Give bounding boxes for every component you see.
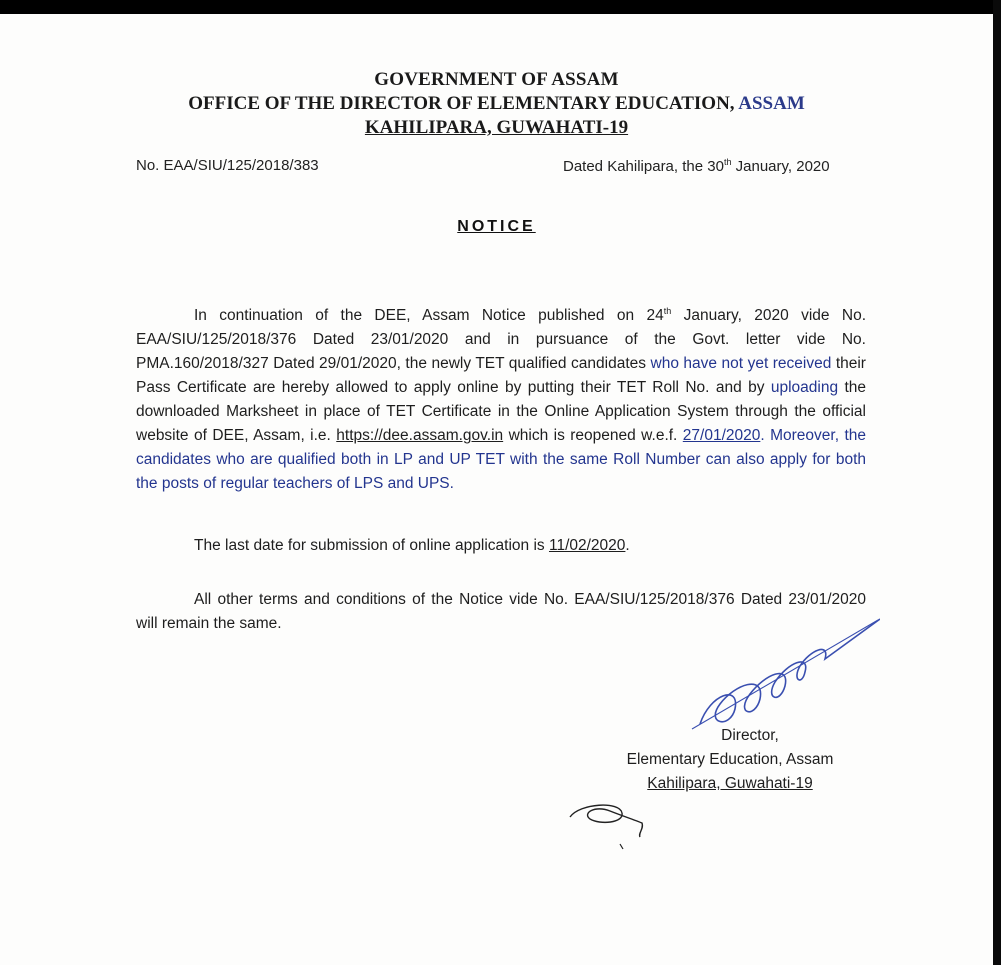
p2-end: . bbox=[625, 537, 630, 554]
p1-text-7: which is reopened w.e.f. bbox=[503, 427, 683, 445]
initial-scribble bbox=[560, 789, 650, 859]
header-office bbox=[0, 93, 993, 115]
scan-edge bbox=[993, 0, 1001, 965]
p1-text-6: the downloaded Marksheet in place of TET Certificate in the Online Application System through the official website of DEE, Assam, i.e. bbox=[136, 379, 867, 445]
dated-sup: th bbox=[723, 157, 732, 167]
header-office-assam: ASSAM bbox=[734, 93, 805, 114]
paragraph-main bbox=[136, 299, 866, 496]
p1-text-3: who have not yet received bbox=[650, 355, 832, 373]
notice-title: NOTICE bbox=[457, 218, 536, 235]
paragraph-last-date bbox=[136, 534, 866, 558]
header-address bbox=[0, 117, 993, 139]
reopen-date: 27/01/2020 bbox=[682, 427, 761, 445]
notice-document bbox=[0, 14, 993, 965]
p2-text: The last date for submission of online application is bbox=[194, 537, 549, 554]
p1-text-5: uploading bbox=[770, 379, 839, 397]
website-link[interactable]: https://dee.assam.gov.in bbox=[336, 427, 504, 445]
last-date: 11/02/2020 bbox=[548, 537, 626, 554]
signature-block bbox=[600, 724, 860, 796]
p1-sup: th bbox=[663, 306, 672, 316]
dated-line bbox=[563, 157, 830, 175]
header-address-text: KAHILIPARA, GUWAHATI-19 bbox=[364, 117, 629, 138]
dated-prefix: Dated Kahilipara, the 30 bbox=[563, 158, 724, 175]
p1-text-8: . Moreover, the candidates who are qualified both in LP and UP TET with the same Roll Number can also apply for both the posts of regular teachers of LPS and UPS. bbox=[136, 427, 866, 493]
header-office-text: OFFICE OF THE DIRECTOR OF ELEMENTARY EDUCATION, bbox=[188, 93, 735, 114]
reference-number: No. EAA/SIU/125/2018/383 bbox=[136, 157, 319, 174]
signature-office: Elementary Education, Assam bbox=[626, 751, 834, 768]
dated-suffix: January, 2020 bbox=[731, 158, 830, 175]
p1-text-2: January, 2020 vide No. EAA/SIU/125/2018/376 Dated 23/01/2020 and in pursuance of the Govt. letter vide No. PMA.160/2018/327 Dated 29/01/2020, the newly TET qualified candidates bbox=[136, 307, 867, 373]
signature-address: Kahilipara, Guwahati-19 bbox=[647, 775, 813, 792]
header-government: GOVERNMENT OF ASSAM bbox=[374, 69, 619, 90]
p1-text-4: their Pass Certificate are hereby allowed to apply online by putting their TET Roll No. and by bbox=[136, 355, 866, 397]
paragraph-terms: All other terms and conditions of the Notice vide No. EAA/SIU/125/2018/376 Dated 23/01/2020 will remain the same. bbox=[136, 591, 866, 632]
p1-text-1: In continuation of the DEE, Assam Notice published on 24 bbox=[194, 307, 664, 325]
signature-title: Director, bbox=[721, 727, 779, 744]
